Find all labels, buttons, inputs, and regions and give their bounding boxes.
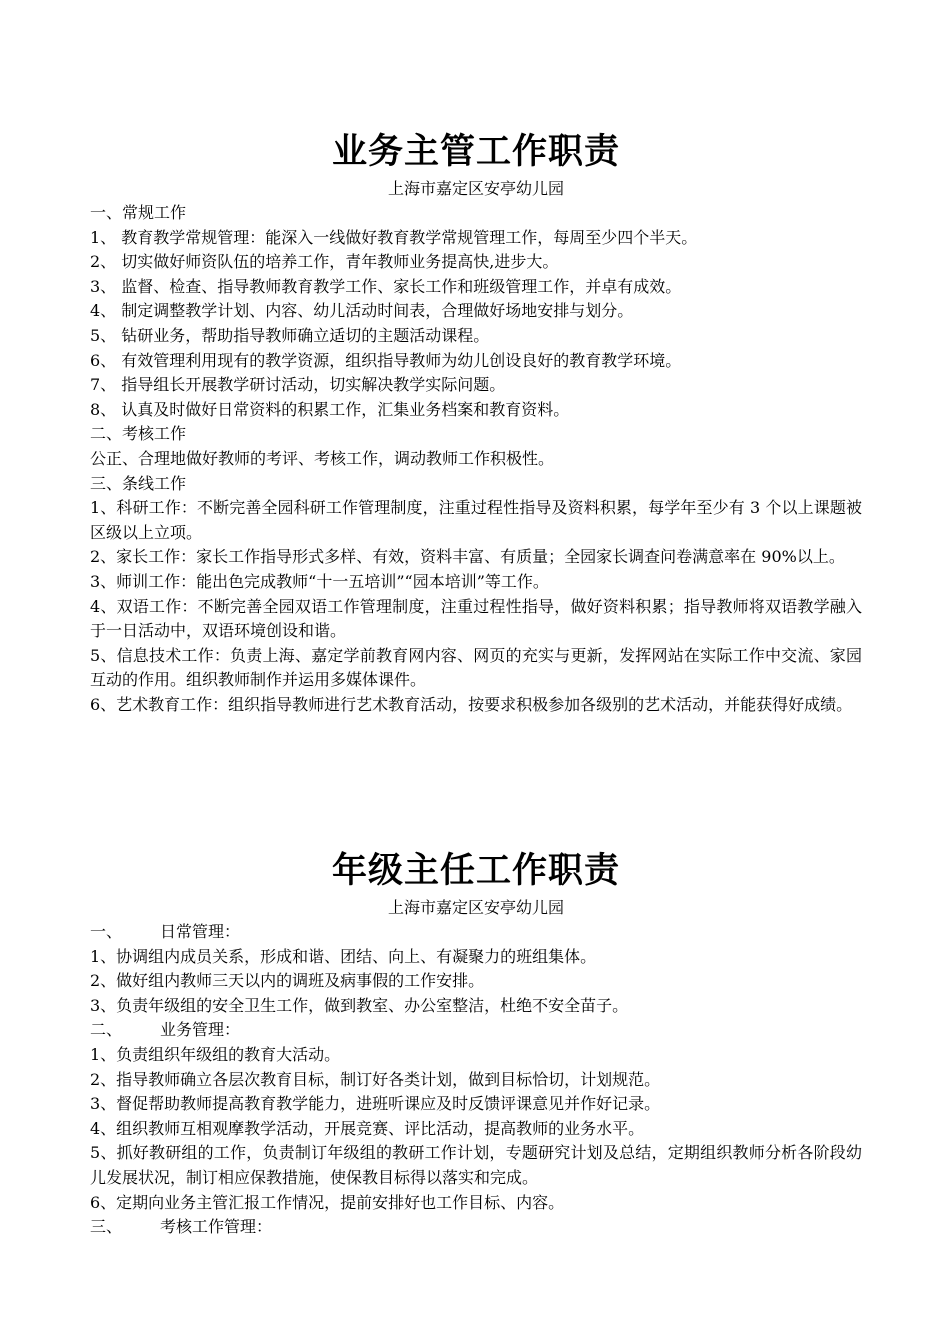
section-title: 业务管理： (160, 1020, 241, 1040)
list-item: 公正、合理地做好教师的考评、考核工作，调动教师工作积极性。 (90, 448, 555, 468)
list-item: 2、做好组内教师三天以内的调班及病事假的工作安排。 (90, 971, 485, 991)
list-item: 3、督促帮助教师提高教育教学能力，进班听课应及时反馈评课意见并作好记录。 (90, 1094, 661, 1114)
list-item: 3、师训工作：能出色完成教师“十一五培训”“园本培训”等工作。 (90, 571, 549, 591)
section-heading: 一、常规工作 (90, 203, 187, 222)
list-item: 4、双语工作：不断完善全园双语工作管理制度，注重过程性指导，做好资料积累；指导教师将双语教学融入于一日活动中，双语环境创设和谐。 (90, 596, 862, 641)
list-item: 1、 教育教学常规管理：能深入一线做好教育教学常规管理工作，每周至少四个半天。 (90, 227, 698, 247)
section-number: 一、 (90, 922, 123, 941)
doc-title: 业务主管工作职责 (331, 131, 620, 172)
list-item: 1、科研工作：不断完善全园科研工作管理制度，注重过程性指导及资料积累，每学年至少有 3 个以上课题被区级以上立项。 (90, 498, 862, 542)
list-item: 3、 监督、检查、指导教师教育教学工作、家长工作和班级管理工作，并卓有成效。 (90, 276, 682, 296)
section-heading (90, 1215, 862, 1240)
list-item: 4、组织教师互相观摩教学活动，开展竞赛、评比活动，提高教师的业务水平。 (90, 1118, 645, 1138)
list-item: 3、负责年级组的安全卫生工作，做到教室、办公室整洁，杜绝不安全苗子。 (90, 995, 629, 1015)
section-heading: 三、条线工作 (90, 473, 187, 493)
duty-doc-business-supervisor (90, 127, 862, 717)
list-item: 7、 指导组长开展教学研讨活动，切实解决教学实际问题。 (90, 375, 506, 395)
list-item: 2、 切实做好师资队伍的培养工作，青年教师业务提高快,进步大。 (90, 252, 559, 272)
section-heading (90, 920, 862, 945)
section-title: 考核工作管理： (160, 1217, 273, 1237)
list-item: 2、指导教师确立各层次教育目标，制订好各类计划，做到目标恰切，计划规范。 (90, 1069, 661, 1089)
section-title: 日常管理： (160, 922, 241, 941)
list-item: 1、协调组内成员关系，形成和谐、团结、向上、有凝聚力的班组集体。 (90, 946, 597, 966)
section-number: 三、 (90, 1217, 123, 1237)
list-item: 4、 制定调整教学计划、内容、幼儿活动时间表，合理做好场地安排与划分。 (90, 301, 634, 321)
list-item: 6、定期向业务主管汇报工作情况，提前安排好也工作目标、内容。 (90, 1192, 565, 1212)
doc-subtitle: 上海市嘉定区安亭幼儿园 (387, 898, 564, 917)
list-item: 6、艺术教育工作：组织指导教师进行艺术教育活动，按要求积极参加各级别的艺术活动，并能获得好成绩。 (90, 694, 853, 714)
list-item: 5、抓好教研组的工作，负责制订年级组的教研工作计划，专题研究计划及总结，定期组织教师分析各阶段幼儿发展状况，制订相应保教措施，使保教目标得以落实和完成。 (90, 1143, 862, 1187)
section-heading: 二、考核工作 (90, 424, 187, 444)
list-item: 6、 有效管理利用现有的教学资源，组织指导教师为幼儿创设良好的教育教学环境。 (90, 350, 682, 370)
list-item: 5、信息技术工作：负责上海、嘉定学前教育网内容、网页的充实与更新，发挥网站在实际工作中交流、家园互动的作用。组织教师制作并运用多媒体课件。 (90, 645, 862, 690)
list-item: 5、 钻研业务，帮助指导教师确立适切的主题活动课程。 (90, 325, 490, 345)
list-item: 1、负责组织年级组的教育大活动。 (90, 1044, 341, 1064)
list-item: 2、家长工作：家长工作指导形式多样、有效，资料丰富、有质量；全园家长调查问卷满意率在 90%以上。 (90, 547, 845, 567)
duty-doc-grade-director (90, 846, 862, 1240)
doc-title: 年级主任工作职责 (331, 850, 620, 891)
doc-subtitle: 上海市嘉定区安亭幼儿园 (387, 179, 564, 198)
section-heading (90, 1018, 862, 1043)
list-item: 8、 认真及时做好日常资料的积累工作，汇集业务档案和教育资料。 (90, 399, 570, 419)
section-number: 二、 (90, 1020, 123, 1040)
